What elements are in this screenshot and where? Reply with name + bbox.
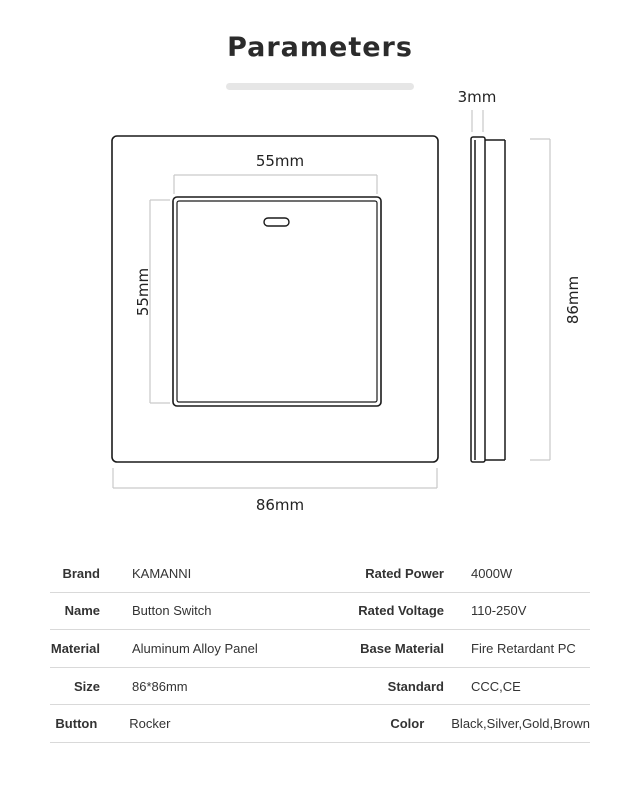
spec-value: Button Switch — [132, 603, 212, 619]
spec-label: Size — [73, 678, 100, 694]
side-view — [471, 137, 505, 462]
rocker-inner-outline — [177, 201, 377, 402]
spec-label: Rated Power — [365, 565, 444, 581]
spec-label: Standard — [387, 678, 444, 694]
spec-value: 110-250V — [471, 603, 527, 619]
spec-value: 4000W — [471, 565, 513, 581]
outer-width-dimension — [113, 468, 437, 488]
indicator-light — [264, 218, 289, 226]
spec-label: Base Material — [360, 640, 444, 656]
spec-label: Rated Voltage — [358, 603, 444, 619]
spec-row — [50, 705, 590, 743]
spec-row — [50, 555, 590, 593]
spec-label: Button — [55, 716, 98, 732]
outer-width-label: 86mm — [255, 496, 305, 514]
inner-width-dimension — [174, 175, 377, 194]
spec-value: Fire Retardant PC — [471, 640, 576, 656]
spec-value: KAMANNI — [132, 565, 192, 581]
spec-value: Black,Silver,Gold,Brown — [451, 716, 590, 732]
spec-value: CCC,CE — [471, 678, 521, 694]
page-title: Parameters — [227, 32, 413, 63]
outer-height-label: 86mm — [564, 275, 582, 325]
spec-table — [50, 555, 590, 743]
thickness-dimension — [472, 110, 483, 132]
spec-value: 86*86mm — [132, 678, 188, 694]
spec-label: Color — [390, 716, 425, 732]
front-panel-outline — [112, 136, 438, 462]
spec-value: Aluminum Alloy Panel — [132, 640, 258, 656]
spec-row — [50, 593, 590, 631]
outer-height-dimension — [530, 139, 550, 460]
inner-height-label: 55mm — [134, 267, 152, 317]
inner-width-label: 55mm — [255, 152, 305, 170]
spec-label: Brand — [62, 565, 100, 581]
thickness-label: 3mm — [457, 88, 497, 106]
inner-height-dimension — [150, 200, 170, 403]
spec-row — [50, 630, 590, 668]
rocker-outer-outline — [173, 197, 381, 406]
spec-label: Name — [64, 603, 100, 619]
spec-row — [50, 668, 590, 706]
spec-value: Rocker — [129, 716, 171, 732]
spec-label: Material — [50, 640, 100, 656]
